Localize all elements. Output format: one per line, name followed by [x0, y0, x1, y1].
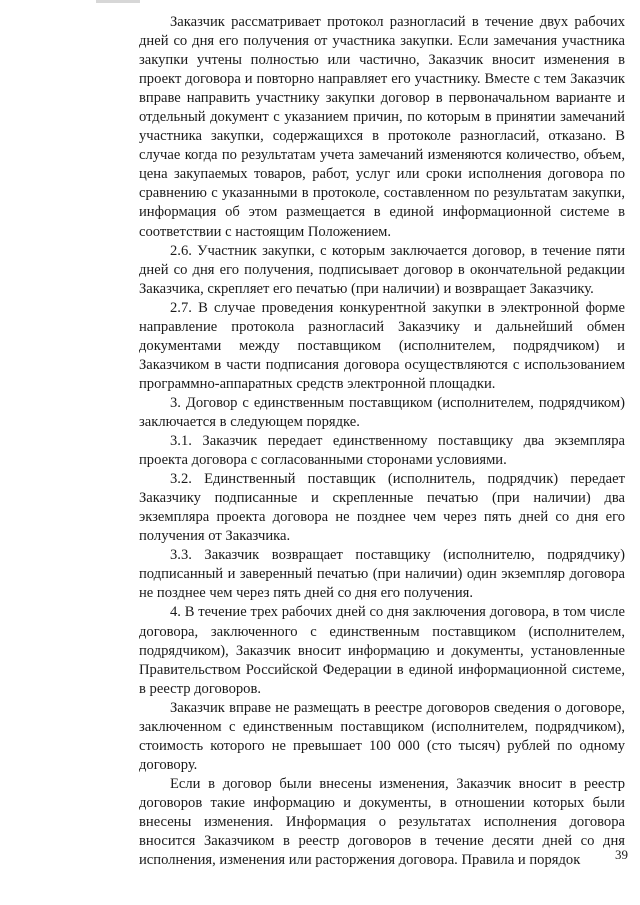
paragraph-3-1: 3.1. Заказчик передает единственному поставщику два экземпляра проекта договора с согласованными сторонами условиями. [139, 433, 625, 469]
paragraph-4: 4. В течение трех рабочих дней со дня заключения договора, в том числе договора, заключенного с единственным поставщиком (исполнителем, подрядчиком), Заказчик вносит информацию и документы, установленные Правительством Российской Федерации в единой информационной системе, в реестр договоров. [139, 604, 625, 697]
paragraph-3: 3. Договор с единственным поставщиком (исполнителем, подрядчиком) заключается в следующем порядке. [139, 394, 625, 430]
page-number: 39 [615, 847, 628, 862]
paragraph-2-6: 2.6. Участник закупки, с которым заключается договор, в течение пяти дней со дня его получения, подписывает договор в окончательной редакции Заказчика, скрепляет его печатью (при наличии) и возвращает Заказчику. [139, 242, 625, 297]
paragraph-3-2: 3.2. Единственный поставщик (исполнитель, подрядчик) передает Заказчику подписанные и скрепленные печатью (при наличии) два экземпляра проекта договора не позднее чем через пять дней со дня его получения от Заказчика. [139, 471, 625, 545]
paragraph-2-7: 2.7. В случае проведения конкурентной закупки в электронной форме направление протокола разногласий Заказчику и дальнейший обмен документами между поставщиком (исполнителем, подрядчиком) и Заказчиком в части подписания договора осуществляются с использованием программно-аппаратных средств электронной площадки. [139, 299, 625, 392]
scan-artifact [96, 0, 140, 3]
paragraph-protocol-review: Заказчик рассматривает протокол разногласий в течение двух рабочих дней со дня его получения от участника закупки. Если замечания участника закупки учтены полностью или частично, Заказчик вносит изменения в проект договора и повторно направляет его участнику. Вместе с тем Заказчик вправе направить участнику закупки договор в первоначальном варианте и отдельный документ с указанием причин, по которым в принятии замечаний участника закупки, содержащихся в протоколе разногласий, отказано. В случае когда по результатам учета замечаний изменяются количество, объем, цена закупаемых товаров, работ, услуг или сроки исполнения договора по сравнению с указанными в протоколе, составленном по результатам закупки, информация об этом размещается в единой информационной системе в соответствии с настоящим Положением. [139, 14, 625, 240]
document-body [139, 13, 625, 870]
paragraph-registry-changes: Если в договор были внесены изменения, Заказчик вносит в реестр договоров такие информацию и документы, в отношении которых были внесены изменения. Информация о результатах исполнения договора вносится Заказчиком в реестр договоров в течение десяти дней со дня исполнения, изменения или расторжения договора. Правила и порядок [139, 775, 625, 869]
paragraph-registry-exemption: Заказчик вправе не размещать в реестре договоров сведения о договоре, заключенном с единственным поставщиком (исполнителем, подрядчиком), стоимость которого не превышает 100 000 (сто тысяч) рублей по одному договору. [139, 699, 625, 773]
paragraph-3-3: 3.3. Заказчик возвращает поставщику (исполнителю, подрядчику) подписанный и заверенный печатью (при наличии) один экземпляр договора не позднее чем через пять дней со дня его получения. [139, 547, 625, 602]
